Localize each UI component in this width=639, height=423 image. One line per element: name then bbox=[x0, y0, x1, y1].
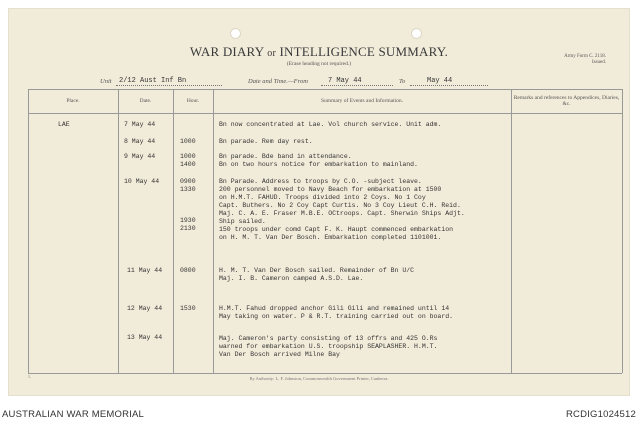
header-remarks: Remarks and references to Appendices, Diaries, &c. bbox=[513, 95, 620, 107]
entry-text: H.M.T. Fahud dropped anchor Gili Gili and remained until 14 bbox=[219, 305, 450, 312]
header-summary: Summary of Events and Information. bbox=[320, 98, 404, 104]
punch-hole bbox=[411, 28, 422, 39]
entry-date: 7 May 44 bbox=[124, 121, 156, 128]
entry-date: 9 May 44 bbox=[124, 153, 156, 160]
entry-text: Van Der Bosch arrived Milne Bay bbox=[219, 351, 340, 358]
entry-date: 12 May 44 bbox=[127, 305, 163, 312]
entry-hour: 0900 bbox=[180, 178, 196, 185]
entry-hour: 1930 bbox=[180, 217, 196, 224]
punch-hole bbox=[230, 28, 241, 39]
unit-label: Unit bbox=[100, 78, 112, 85]
header-place: Place. bbox=[66, 98, 80, 104]
archive-reference-id: RCDIG1024512 bbox=[566, 409, 636, 420]
entry-text: Bn parade. Rem day rest. bbox=[219, 138, 313, 145]
entry-hour: 2130 bbox=[180, 225, 196, 232]
entry-text: Bn now concentrated at Lae. Vol church service. Unit adm. bbox=[219, 121, 442, 128]
entry-text: Bn on two hours notice for embarkation to mainland. bbox=[219, 161, 418, 168]
form-subtitle: (Erase heading not required.) bbox=[286, 61, 352, 67]
army-form-line: Army Form C. 2118. bbox=[564, 54, 606, 59]
title-or: or bbox=[267, 48, 276, 59]
unit-underline bbox=[116, 85, 222, 86]
entry-text: Ship sailed. bbox=[219, 218, 266, 225]
entry-hour: 1000 bbox=[180, 138, 196, 145]
entry-date: 11 May 44 bbox=[127, 267, 163, 274]
header-hour: Hour. bbox=[186, 98, 200, 104]
entry-text: 150 troops under comd Capt F. K. Haupt commenced embarkation bbox=[219, 226, 454, 233]
to-underline bbox=[410, 85, 488, 86]
to-label: To bbox=[399, 78, 406, 85]
col-rule bbox=[173, 89, 174, 373]
unit-value: 2/12 Aust Inf Bn bbox=[119, 77, 187, 85]
diary-page bbox=[8, 8, 630, 396]
archive-credit: AUSTRALIAN WAR MEMORIAL bbox=[2, 409, 145, 420]
entry-hour: 1400 bbox=[180, 161, 196, 168]
entry-text: Bn Parade. Address to troops by C.O. -subject leave. bbox=[219, 178, 422, 185]
col-rule bbox=[511, 89, 512, 373]
page-mark: 1. bbox=[28, 374, 31, 379]
col-rule bbox=[213, 89, 214, 373]
entry-text: Bn parade. Bde band in attendance. bbox=[219, 153, 352, 160]
from-underline bbox=[321, 85, 393, 86]
title-intelligence-summary: INTELLIGENCE SUMMARY. bbox=[279, 44, 449, 59]
title-war-diary: WAR DIARY bbox=[189, 44, 264, 59]
header-date: Date. bbox=[139, 98, 152, 104]
entry-date: 8 May 44 bbox=[124, 138, 156, 145]
entry-hour: 1330 bbox=[180, 186, 196, 193]
entry-text: on H. M. T. Van Der Bosch. Embarkation completed 1101001. bbox=[219, 234, 442, 241]
col-rule bbox=[28, 89, 29, 373]
entry-hour: 0800 bbox=[180, 267, 196, 274]
entry-text: May taking on water. P & R.T. training carried out on board. bbox=[219, 313, 454, 320]
entry-date: 13 May 44 bbox=[127, 334, 163, 341]
army-form-issued: Issued. bbox=[591, 60, 606, 65]
to-date-value: May 44 bbox=[427, 77, 453, 85]
entry-text: Maj. I. B. Cameron camped A.S.D. Lae. bbox=[219, 275, 364, 282]
from-date-value: 7 May 44 bbox=[328, 77, 362, 85]
form-title bbox=[8, 44, 630, 60]
table-rule-bottom bbox=[28, 373, 622, 374]
entry-hour: 1530 bbox=[180, 305, 196, 312]
col-rule bbox=[622, 89, 623, 373]
entry-place: LAE bbox=[58, 121, 70, 128]
date-time-label: Date and Time.—From bbox=[248, 78, 308, 85]
army-form-number bbox=[564, 54, 606, 66]
entry-text: Maj. Cameron's party consisting of 13 offrs and 425 O.Rs bbox=[219, 335, 438, 342]
printer-imprint: By Authority: L. F. Johnston, Commonwealth Government Printer, Canberra. bbox=[249, 376, 389, 381]
entry-date: 10 May 44 bbox=[124, 178, 160, 185]
diary-table bbox=[28, 89, 622, 373]
entry-text: Capt. Buthers. No 2 Coy Capt Curtis. No 3 Coy Lieut C.H. Reid. bbox=[219, 202, 461, 209]
entry-text: warned for embarkation U.S. troopship SEAPLASHER. H.M.T. bbox=[219, 343, 438, 350]
entry-text: Maj. C. A. E. Fraser M.B.E. OCtroops. Capt. Sherwin Ships Adjt. bbox=[219, 210, 465, 217]
entry-text: 200 personnel moved to Navy Beach for embarkation at 1500 bbox=[219, 186, 442, 193]
entry-text: on H.M.T. FAHUD. Troops divided into 2 Coys. No 1 Coy bbox=[219, 194, 426, 201]
col-rule bbox=[118, 89, 119, 373]
entry-text: H. M. T. Van Der Bosch sailed. Remainder of Bn U/C bbox=[219, 267, 415, 274]
entry-hour: 1000 bbox=[180, 153, 196, 160]
